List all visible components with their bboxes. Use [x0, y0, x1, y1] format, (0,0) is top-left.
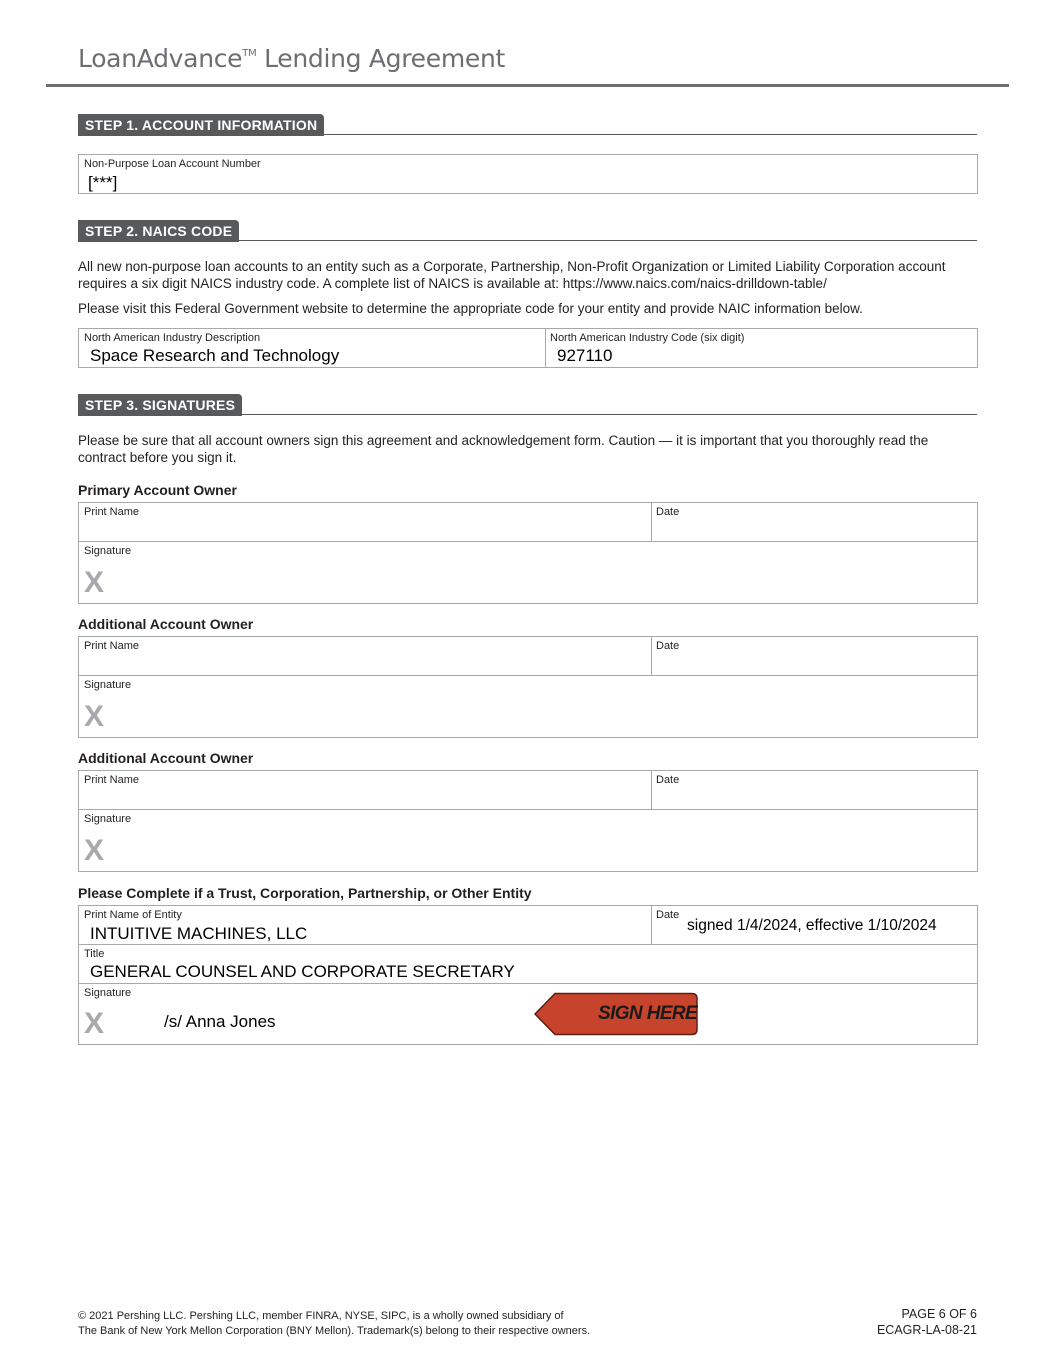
footer-line-1: © 2021 Pershing LLC. Pershing LLC, member FINRA, NYSE, SIPC, is a wholly owned subsidiary of [78, 1310, 564, 1322]
industry-code-label: North American Industry Code (six digit) [550, 332, 745, 344]
additional-owner-2-date-label: Date [656, 774, 680, 786]
step1-heading: STEP 1. ACCOUNT INFORMATION [78, 114, 324, 136]
additional-owner-1-name-field[interactable] [79, 637, 651, 675]
signature-x-mark: X [84, 1007, 105, 1040]
footer-copyright [78, 1309, 590, 1339]
primary-owner-heading: Primary Account Owner [78, 482, 237, 498]
additional-owner-2-name-label: Print Name [84, 774, 140, 786]
form-code: ECAGR-LA-08-21 [876, 1323, 977, 1337]
step2-header [78, 220, 977, 242]
signature-x-mark: X [84, 834, 105, 867]
primary-owner-signature-field[interactable] [79, 542, 977, 603]
primary-owner-date-field[interactable] [651, 503, 977, 541]
account-number-field[interactable] [78, 154, 978, 194]
entity-name-value: INTUITIVE MACHINES, LLC [90, 924, 308, 943]
step2-heading: STEP 2. NAICS CODE [78, 220, 239, 242]
primary-owner-date-label: Date [656, 506, 680, 518]
additional-owner-2-date-field[interactable] [651, 771, 977, 809]
industry-description-label: North American Industry Description [84, 332, 261, 344]
step3-heading: STEP 3. SIGNATURES [78, 394, 242, 416]
additional-owner-1-signature-label: Signature [84, 679, 132, 691]
primary-owner-box [78, 502, 978, 604]
entity-signature-label: Signature [84, 987, 132, 999]
entity-title-field[interactable] [79, 945, 977, 983]
signature-x-mark: X [84, 566, 105, 599]
entity-title-value: GENERAL COUNSEL AND CORPORATE SECRETARY [90, 962, 515, 981]
industry-description-field[interactable] [79, 329, 545, 367]
additional-owner-2-name-field[interactable] [79, 771, 651, 809]
entity-signature-field[interactable] [79, 984, 977, 1044]
primary-owner-name-label: Print Name [84, 506, 140, 518]
entity-date-value: signed 1/4/2024, effective 1/10/2024 [687, 917, 937, 934]
step1-header [78, 114, 977, 136]
industry-code-value: 927110 [557, 346, 613, 365]
title-rule [46, 84, 1009, 87]
industry-description-value: Space Research and Technology [90, 346, 340, 365]
additional-owner-2-box [78, 770, 978, 872]
primary-owner-name-field[interactable] [79, 503, 651, 541]
entity-date-field[interactable] [651, 906, 977, 944]
entity-name-label: Print Name of Entity [84, 909, 182, 921]
additional-owner-2-signature-field[interactable] [79, 810, 977, 871]
account-number-label: Non-Purpose Loan Account Number [84, 158, 261, 170]
additional-owner-2-heading: Additional Account Owner [78, 750, 254, 766]
additional-owner-1-date-label: Date [656, 640, 680, 652]
primary-owner-signature-label: Signature [84, 545, 132, 557]
naics-intro-text: All new non-purpose loan accounts to an entity such as a Corporate, Partnership, Non-Profit Organization or Limited Liability Corporation account requires a six digit NAICS industry code. A complete list of NAICS is available at: https://www.naics.com/naics-drilldown-table/ [78, 259, 946, 291]
entity-signature-value: /s/ Anna Jones [164, 1012, 276, 1031]
signature-instruction-text: Please be sure that all account owners sign this agreement and acknowledgement form. Caution — it is important that you thoroughly read the contract before you sign it. [78, 433, 929, 465]
page-title: LoanAdvance™ Lending Agreement [78, 44, 506, 73]
naics-instruction-text: Please visit this Federal Government website to determine the appropriate code for your entity and provide NAIC information below. [78, 301, 863, 316]
additional-owner-1-signature-field[interactable] [79, 676, 977, 737]
footer-line-2: The Bank of New York Mellon Corporation (BNY Mellon). Trademark(s) belong to their respective owners. [78, 1325, 591, 1337]
account-number-value: [***] [88, 173, 118, 192]
footer-page-info [877, 1306, 977, 1338]
entity-title-label: Title [84, 948, 105, 960]
sign-here-flag [534, 992, 699, 1036]
signature-x-mark: X [84, 700, 105, 733]
industry-code-field[interactable] [545, 329, 977, 367]
entity-heading: Please Complete if a Trust, Corporation, Partnership, or Other Entity [78, 885, 532, 901]
trademark-symbol: TM [242, 48, 257, 59]
additional-owner-1-name-label: Print Name [84, 640, 140, 652]
sign-here-label: SIGN HERE [598, 1003, 698, 1024]
additional-owner-2-signature-label: Signature [84, 813, 132, 825]
entity-box [78, 905, 978, 1045]
naics-table [78, 328, 978, 368]
entity-name-field[interactable] [79, 906, 651, 944]
page-number: PAGE 6 OF 6 [901, 1307, 977, 1321]
step3-header [78, 394, 977, 416]
entity-date-label: Date [656, 909, 680, 921]
additional-owner-1-heading: Additional Account Owner [78, 616, 254, 632]
additional-owner-1-box [78, 636, 978, 738]
additional-owner-1-date-field[interactable] [651, 637, 977, 675]
